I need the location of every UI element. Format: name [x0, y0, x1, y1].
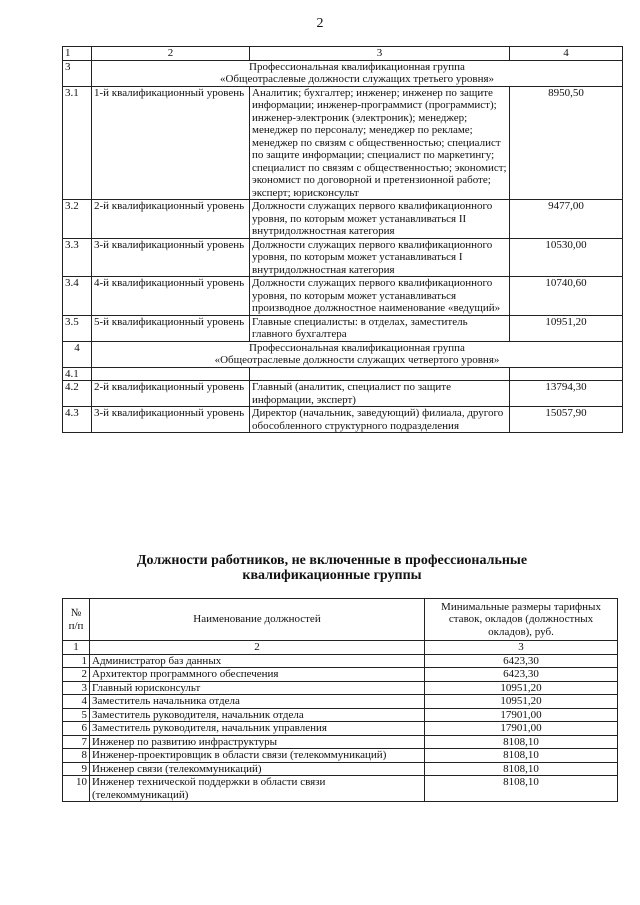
column-index-cell: 1 [63, 47, 92, 61]
column-index-cell: 4 [510, 47, 623, 61]
table-row [63, 277, 623, 316]
table-row [63, 776, 618, 802]
position-name: Главный юрисконсульт [90, 681, 425, 695]
position-name: Инженер-проектировщик в области связи (телекоммуникаций) [90, 749, 425, 763]
table-row [63, 708, 618, 722]
salary: 8950,50 [510, 86, 623, 200]
header-salary: Минимальные размеры тарифных ставок, окладов (должностных окладов), руб. [425, 599, 618, 641]
positions: Должности служащих первого квалификационного уровня, по которым может устанавливаться I внутридолжностная категория [250, 238, 510, 277]
table-header-row [63, 599, 618, 641]
position-name: Администратор баз данных [90, 654, 425, 668]
row-number: 3.4 [63, 277, 92, 316]
section-title [62, 553, 602, 583]
salary: 13794,30 [510, 381, 623, 407]
table-row [63, 238, 623, 277]
row-number: 2 [63, 668, 90, 682]
salary: 10951,20 [425, 681, 618, 695]
position-name: Инженер связи (телекоммуникаций) [90, 762, 425, 776]
column-index-row [63, 47, 623, 61]
table-row [63, 695, 618, 709]
salary: 10951,20 [425, 695, 618, 709]
salary: 8108,10 [425, 762, 618, 776]
salary: 10951,20 [510, 315, 623, 341]
qualification-level: 3-й квалификационный уровень [92, 407, 250, 433]
position-name: Инженер технической поддержки в области связи (телекоммуникаций) [90, 776, 425, 802]
row-number: 3.1 [63, 86, 92, 200]
group-number: 4 [63, 341, 92, 367]
salary: 10530,00 [510, 238, 623, 277]
row-number: 4.3 [63, 407, 92, 433]
qualification-groups-table [62, 46, 623, 433]
row-number: 8 [63, 749, 90, 763]
qualification-level: 4-й квалификационный уровень [92, 277, 250, 316]
table-row [63, 200, 623, 239]
section-title-line1: Должности работников, не включенные в профессиональные [136, 553, 528, 568]
salary: 8108,10 [425, 735, 618, 749]
table-row [63, 681, 618, 695]
position-name: Инженер по развитию инфраструктуры [90, 735, 425, 749]
salary: 8108,10 [425, 749, 618, 763]
qualification-level: 1-й квалификационный уровень [92, 86, 250, 200]
qualification-level: 5-й квалификационный уровень [92, 315, 250, 341]
table-row [63, 367, 623, 381]
position-name: Заместитель руководителя, начальник управления [90, 722, 425, 736]
salary: 10740,60 [510, 277, 623, 316]
positions [250, 367, 510, 381]
row-number: 4.1 [63, 367, 92, 381]
row-number: 4.2 [63, 381, 92, 407]
row-number: 1 [63, 654, 90, 668]
table-row [63, 762, 618, 776]
salary: 6423,30 [425, 668, 618, 682]
group-title-line1: Профессиональная квалификационная группа [249, 60, 465, 73]
row-number: 6 [63, 722, 90, 736]
qualification-level: 2-й квалификационный уровень [92, 381, 250, 407]
positions: Должности служащих первого квалификационного уровня, по которым может устанавливаться производное должностное наименование «ведущий» [250, 277, 510, 316]
qualification-level [92, 367, 250, 381]
group-header-row [63, 60, 623, 86]
column-index-row [63, 641, 618, 655]
positions: Главный (аналитик, специалист по защите информации, эксперт) [250, 381, 510, 407]
row-number: 3.5 [63, 315, 92, 341]
salary: 17901,00 [425, 722, 618, 736]
salary: 6423,30 [425, 654, 618, 668]
group-title [92, 60, 623, 86]
group-title-line2: «Общеотраслевые должности служащих четвертого уровня» [214, 354, 500, 366]
positions: Директор (начальник, заведующий) филиала, другого обособленного структурного подразделения [250, 407, 510, 433]
qualification-level: 2-й квалификационный уровень [92, 200, 250, 239]
position-name: Заместитель начальника отдела [90, 695, 425, 709]
column-index-cell: 2 [90, 641, 425, 655]
row-number: 3.2 [63, 200, 92, 239]
group-title-line2: «Общеотраслевые должности служащих третьего уровня» [219, 73, 495, 85]
salary [510, 367, 623, 381]
column-index-cell: 2 [92, 47, 250, 61]
column-index-cell: 3 [250, 47, 510, 61]
salary: 8108,10 [425, 776, 618, 802]
table-row [63, 381, 623, 407]
salary: 17901,00 [425, 708, 618, 722]
group-title [92, 341, 623, 367]
row-number: 3 [63, 681, 90, 695]
row-number: 5 [63, 708, 90, 722]
table-row [63, 668, 618, 682]
salary: 15057,90 [510, 407, 623, 433]
table-row [63, 407, 623, 433]
table-row [63, 749, 618, 763]
table-row [63, 315, 623, 341]
group-title-line1: Профессиональная квалификационная группа [249, 341, 465, 354]
row-number: 9 [63, 762, 90, 776]
page-number: 2 [316, 16, 324, 31]
group-number: 3 [63, 60, 92, 86]
other-positions-table [62, 598, 618, 802]
qualification-level: 3-й квалификационный уровень [92, 238, 250, 277]
column-index-cell: 3 [425, 641, 618, 655]
table-row [63, 86, 623, 200]
header-position-name: Наименование должностей [90, 599, 425, 641]
positions: Аналитик; бухгалтер; инженер; инженер по защите информации; инженер-программист (программист); инженер-электроник (электроник); менеджер; менеджер по персоналу; менеджер по рекламе; менеджер по связям с общественностью; специалист по защите информации; специалист по маркетингу; специалист по связям с общественностью; экономист; экономист по договорной и претензионной работе; эксперт; юрисконсульт [250, 86, 510, 200]
position-name: Архитектор программного обеспечения [90, 668, 425, 682]
section-title-line2: квалификационные группы [242, 568, 422, 583]
positions: Должности служащих первого квалификационного уровня, по которым может устанавливаться II внутридолжностная категория [250, 200, 510, 239]
column-index-cell: 1 [63, 641, 90, 655]
table-row [63, 654, 618, 668]
row-number: 3.3 [63, 238, 92, 277]
positions: Главные специалисты: в отделах, заместитель главного бухгалтера [250, 315, 510, 341]
row-number: 10 [63, 776, 90, 802]
header-number: № п/п [63, 599, 90, 641]
table-row [63, 722, 618, 736]
table-row [63, 735, 618, 749]
row-number: 4 [63, 695, 90, 709]
group-header-row [63, 341, 623, 367]
salary: 9477,00 [510, 200, 623, 239]
row-number: 7 [63, 735, 90, 749]
position-name: Заместитель руководителя, начальник отдела [90, 708, 425, 722]
